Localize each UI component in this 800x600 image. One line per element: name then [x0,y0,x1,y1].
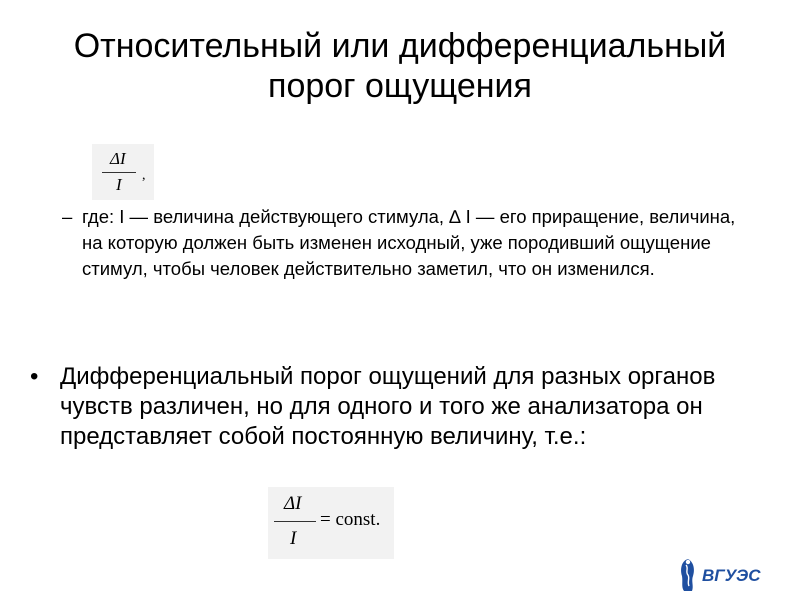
weber-constant-formula [268,487,394,559]
bullet-differential-threshold [30,362,730,452]
fraction-bar [274,521,316,522]
formula-numerator: ΔI [110,149,126,168]
logo-wordmark: ВГУЭС [702,566,761,585]
formula-numerator: ΔI [284,493,302,514]
slide-title [40,26,760,106]
university-logo [676,556,776,594]
formula-trailing-comma: , [142,168,146,183]
formula-denominator: I [116,175,122,194]
fraction-bar [102,172,136,173]
sub-bullet-definition [62,204,752,282]
title-line-2: порог ощущения [268,67,532,105]
bullet-marker: • [30,363,39,390]
bullet-text: Дифференциальный порог ощущений для разных органов чувств различен, но для одного и того же анализатора он представляет собой постоянную величину, т.е.: [60,363,716,450]
relative-threshold-formula [92,144,154,200]
formula-rhs: = const. [320,509,381,530]
sub-bullet-text: где: I — величина действующего стимула, ∆ I — его приращение, величина, на которую должен быть изменен исходный, уже породивший ощущение стимул, чтобы человек действительно заметил, что он изменился. [82,206,736,279]
dash-marker: – [62,206,73,227]
logo-emblem-icon [681,559,694,591]
title-line-1: Относительный или дифференциальный [73,27,727,65]
formula-denominator: I [290,528,297,549]
